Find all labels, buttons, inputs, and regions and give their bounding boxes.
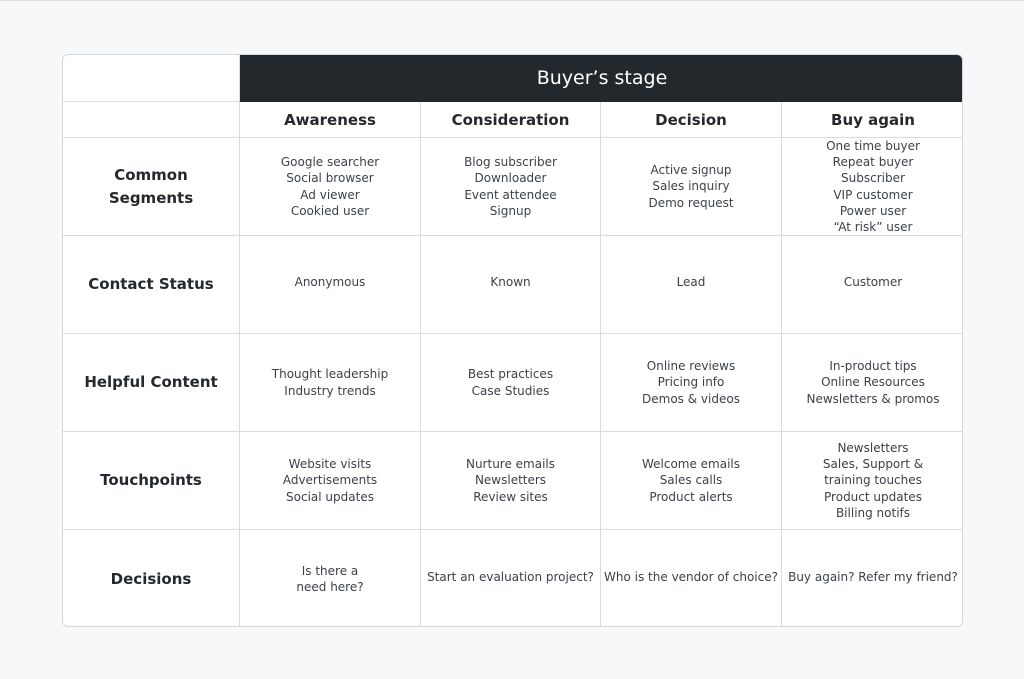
cell-item: Cookied user [290,203,370,218]
cell-touchpoints-decision [601,432,782,530]
cell-item: VIP customer [833,187,913,202]
cell-item: Product updates [824,489,922,504]
stage-awareness: Awareness [240,102,421,138]
cell-item: Newsletters & promos [806,391,940,406]
buyer-journey-table [62,54,963,627]
cell-item: Pricing info [657,375,725,390]
cell-item: Demos & videos [642,391,740,406]
cell-item: Start an evaluation project? [427,569,594,584]
cell-item: Social browser [286,171,374,186]
row-label-touchpoints: Touchpoints [63,432,240,530]
cell-item: Newsletters [474,473,547,488]
cell-item: Blog subscriber [464,155,557,170]
cell-item: Newsletters [837,440,909,455]
cell-item: Repeat buyer [832,155,914,170]
cell-item: Active signup [650,163,732,178]
cell-helpful-content-consideration [421,334,601,432]
cell-item: Welcome emails [641,457,741,472]
cell-decisions-consideration [421,530,601,627]
cell-item: training touches [824,473,922,488]
cell-item: Best practices [467,367,554,382]
cell-contact-status-consideration [421,236,601,334]
table-grid [63,55,962,626]
cell-helpful-content-buy-again [782,334,963,432]
cell-item: Social updates [286,489,374,504]
cell-touchpoints-consideration [421,432,601,530]
table-corner-cell [63,55,240,102]
top-divider [0,0,1024,1]
cell-item: need here? [296,580,364,594]
cell-item: Anonymous [294,275,366,290]
cell-item: Product alerts [649,489,733,504]
cell-item: Event attendee [464,187,557,202]
cell-contact-status-awareness [240,236,421,334]
row-label-helpful-content: Helpful Content [63,334,240,432]
cell-item: Google searcher [280,155,380,170]
stage-decision: Decision [601,102,782,138]
cell-item: Known [490,275,531,290]
cell-item: Sales, Support & [822,457,924,472]
stage-buy-again: Buy again [782,102,963,138]
cell-item: Lead [676,275,706,290]
buyers-stage-header: Buyer’s stage [240,55,963,102]
cell-item: Nurture emails [465,457,556,472]
cell-decisions-buy-again [782,530,963,627]
cell-item: Sales calls [659,473,723,488]
cell-item: Review sites [473,489,548,504]
cell-item: Sales inquiry [652,179,730,194]
cell-item: In-product tips [829,359,917,374]
cell-contact-status-buy-again [782,236,963,334]
cell-item: Online reviews [646,359,736,374]
cell-item: Thought leadership [271,367,389,382]
cell-helpful-content-decision [601,334,782,432]
cell-item: Who is the vendor of choice? [604,569,778,584]
cell-item: Case Studies [471,383,550,398]
cell-item: Downloader [474,171,547,186]
cell-item: Ad viewer [300,187,360,202]
cell-item: Power user [839,203,907,218]
cell-common-segments-awareness [240,138,421,236]
cell-item: Demo request [648,195,734,210]
cell-item: Advertisements [282,473,378,488]
cell-item: Online Resources [821,375,925,390]
cell-item: Billing notifs [835,505,911,520]
cell-item: Is there a [301,563,359,578]
cell-item: “At risk” user [833,219,913,234]
cell-decisions-decision [601,530,782,627]
row-label-decisions: Decisions [63,530,240,627]
cell-decisions-awareness [240,530,421,627]
row-label-common-segments: Common Segments [63,138,240,236]
cell-item: Customer [843,275,903,290]
stage-consideration: Consideration [421,102,601,138]
cell-item: Subscriber [841,171,905,186]
cell-common-segments-buy-again [782,138,963,236]
cell-common-segments-consideration [421,138,601,236]
cell-item: Website visits [288,457,372,472]
cell-touchpoints-awareness [240,432,421,530]
cell-item: Signup [489,203,532,218]
cell-common-segments-decision [601,138,782,236]
cell-contact-status-decision [601,236,782,334]
stage-label-spacer [63,102,240,138]
cell-item: Buy again? Refer my friend? [788,569,958,584]
cell-item: One time buyer [826,138,920,153]
row-label-contact-status: Contact Status [63,236,240,334]
cell-touchpoints-buy-again [782,432,963,530]
cell-item: Industry trends [284,383,376,398]
cell-helpful-content-awareness [240,334,421,432]
